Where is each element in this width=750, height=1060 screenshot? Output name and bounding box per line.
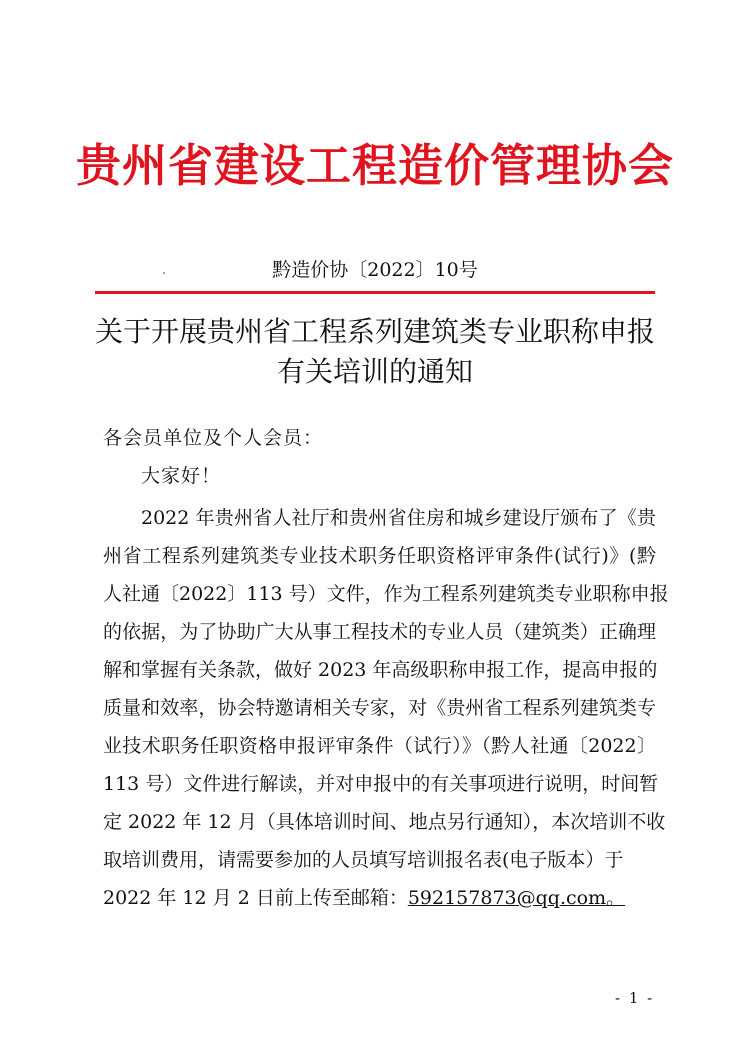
red-divider-line [95,291,655,294]
document-number: 黔造价协〔2022〕10号 [272,259,478,281]
email-address: 592157873@qq.com。 [407,887,626,909]
page-number: - 1 - [615,989,655,1007]
organization-header: 贵州省建设工程造价管理协会 [75,139,674,192]
deadline-text: 2022 年 12 月 2 日前上传至邮箱： [103,887,408,909]
document-title-line-2: 有关培训的通知 [276,355,473,388]
body-line: 113 号）文件进行解读，并对申报中的有关事项进行说明，时间暂 [103,773,659,795]
salutation: 各会员单位及个人会员： [103,427,324,449]
document-title-line-1: 关于开展贵州省工程系列建筑类专业职称申报 [94,315,655,348]
body-line: 州省工程系列建筑类专业技术职务任职资格评审条件(试行)》(黔 [103,545,656,567]
body-line: 2022 年贵州省人社厅和贵州省住房和城乡建设厅颁布了《贵 [141,507,656,529]
body-line-last [103,885,656,911]
body-line: 业技术职务任职资格申报评审条件（试行）》（黔人社通〔2022〕 [103,735,656,757]
body-line: 的依据，为了协助广大从事工程技术的专业人员（建筑类）正确理 [103,621,656,643]
body-line: 人社通〔2022〕113 号）文件，作为工程系列建筑类专业职称申报 [103,583,669,605]
body-line: 取培训费用，请需要参加的人员填写培训报名表(电子版本）于 [103,849,624,871]
greeting: 大家好！ [141,465,222,487]
body-line: 定 2022 年 12 月（具体培训时间、地点另行通知），本次培训不收 [103,811,666,833]
body-line: 质量和效率，协会特邀请相关专家，对《贵州省工程系列建筑类专 [103,697,656,719]
body-line: 解和掌握有关条款，做好 2023 年高级职称申报工作，提高申报的 [103,659,658,681]
